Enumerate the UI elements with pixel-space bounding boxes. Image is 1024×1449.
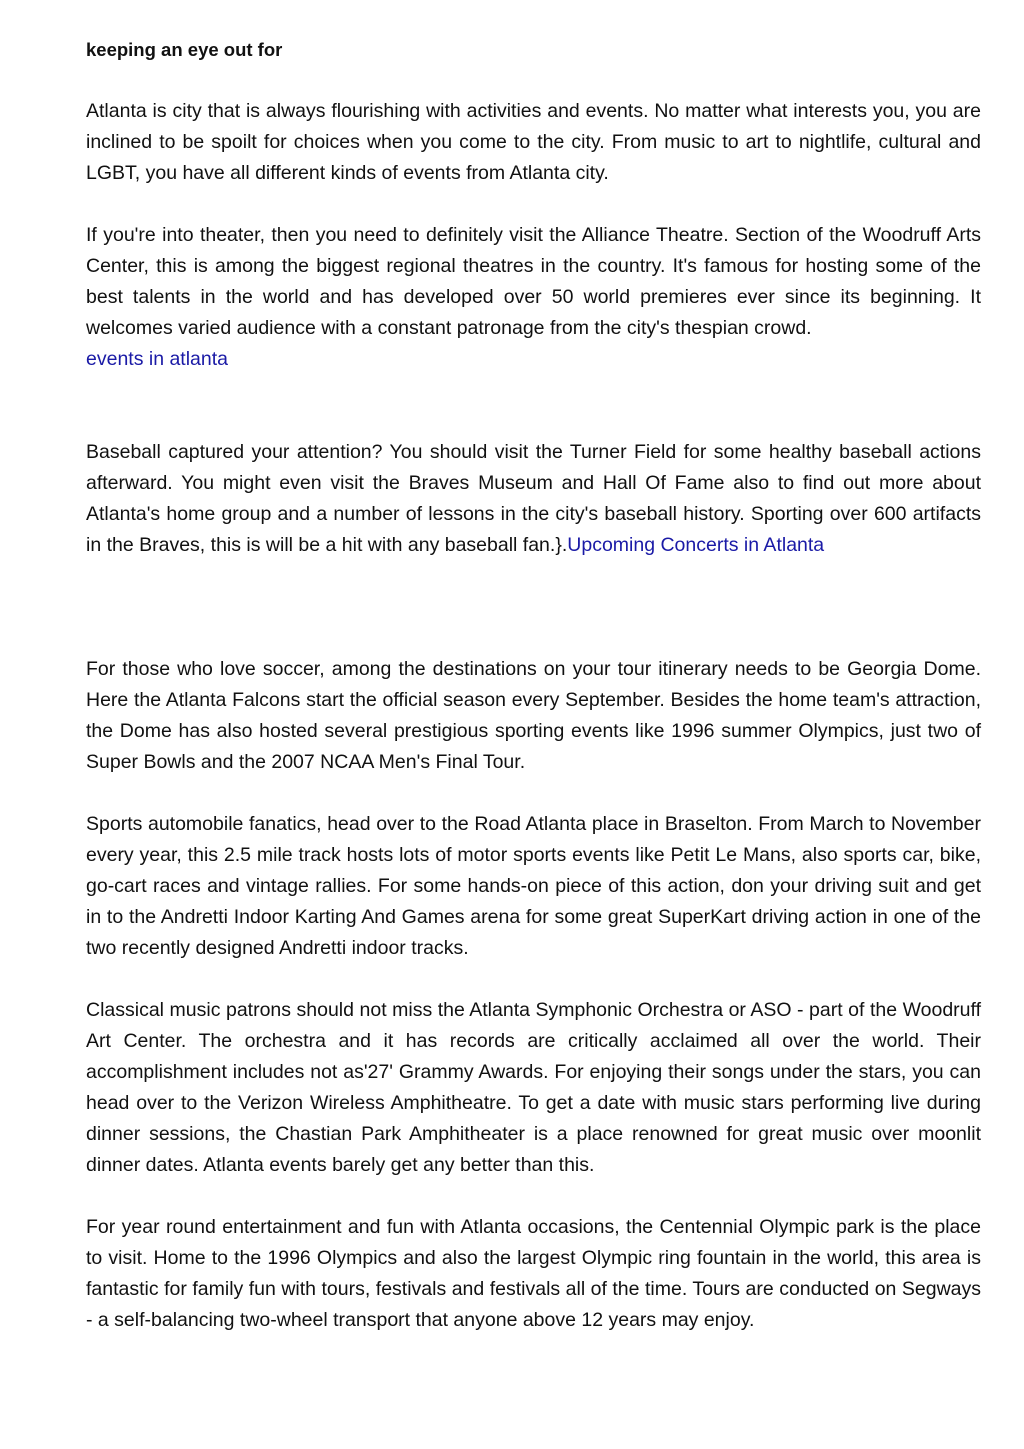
paragraph-spacer: [86, 561, 981, 654]
paragraph-baseball-text: Baseball captured your attention? You should visit the Turner Field for some healthy baseball actions afterward. You might even visit the Braves Museum and Hall Of Fame also to find out more about Atlanta's home group and a number of lessons in the city's baseball history. Sporting over 600 artifacts in the Braves, this is will be a hit with any baseball fan.}.: [86, 441, 981, 556]
document-page: [86, 34, 981, 1336]
paragraph-baseball: [86, 437, 981, 561]
paragraph-soccer: For those who love soccer, among the destinations on your tour itinerary needs to be Georgia Dome. Here the Atlanta Falcons start the official season every September. Besides the home team's attraction, the Dome has also hosted several prestigious sporting events like 1996 summer Olympics, just two of Super Bowls and the 2007 NCAA Men's Final Tour.: [86, 658, 981, 773]
paragraph-intro: Atlanta is city that is always flourishing with activities and events. No matter what interests you, you are inclined to be spoilt for choices when you come to the city. From music to art to nightlife, cultural and LGBT, you have all different kinds of events from Atlanta city.: [86, 100, 981, 184]
paragraph-olympic-park: For year round entertainment and fun with Atlanta occasions, the Centennial Olympic park is the place to visit. Home to the 1996 Olympics and also the largest Olympic ring fountain in the world, this area is fantastic for family fun with tours, festivals and festivals all of the time. Tours are conducted on Segways - a self-balancing two-wheel transport that anyone above 12 years may enjoy.: [86, 1216, 981, 1331]
paragraph-motorsports: Sports automobile fanatics, head over to the Road Atlanta place in Braselton. From March to November every year, this 2.5 mile track hosts lots of motor sports events like Petit Le Mans, also sports car, bike, go-cart races and vintage rallies. For some hands-on piece of this action, don your driving suit and get in to the Andretti Indoor Karting And Games arena for some great SuperKart driving action in one of the two recently designed Andretti indoor tracks.: [86, 813, 981, 959]
upcoming-concerts-link[interactable]: Upcoming Concerts in Atlanta: [567, 534, 825, 556]
paragraph-classical-music: Classical music patrons should not miss the Atlanta Symphonic Orchestra or ASO - part of the Woodruff Art Center. The orchestra and it has records are critically acclaimed all over the world. Their accomplishment includes not as'27' Grammy Awards. For enjoying their songs under the stars, you can head over to the Verizon Wireless Amphitheatre. To get a date with music stars performing live during dinner sessions, the Chastian Park Amphitheater is a place renowned for great music over moonlit dinner dates. Atlanta events barely get any better than this.: [86, 999, 981, 1176]
paragraph-spacer: [86, 189, 981, 220]
paragraph-spacer: [86, 1181, 981, 1212]
events-in-atlanta-link[interactable]: events in atlanta: [86, 348, 229, 370]
paragraph-theater: [86, 220, 981, 375]
paragraph-spacer: [86, 964, 981, 995]
page-heading: keeping an eye out for: [86, 39, 283, 60]
paragraph-spacer: [86, 375, 981, 437]
paragraph-theater-text: If you're into theater, then you need to definitely visit the Alliance Theatre. Section of the Woodruff Arts Center, this is among the biggest regional theatres in the country. It's famous for hosting some of the best talents in the world and has developed over 50 world premieres ever since its beginning. It welcomes varied audience with a constant patronage from the city's thespian crowd.: [86, 224, 981, 339]
paragraph-spacer: [86, 778, 981, 809]
